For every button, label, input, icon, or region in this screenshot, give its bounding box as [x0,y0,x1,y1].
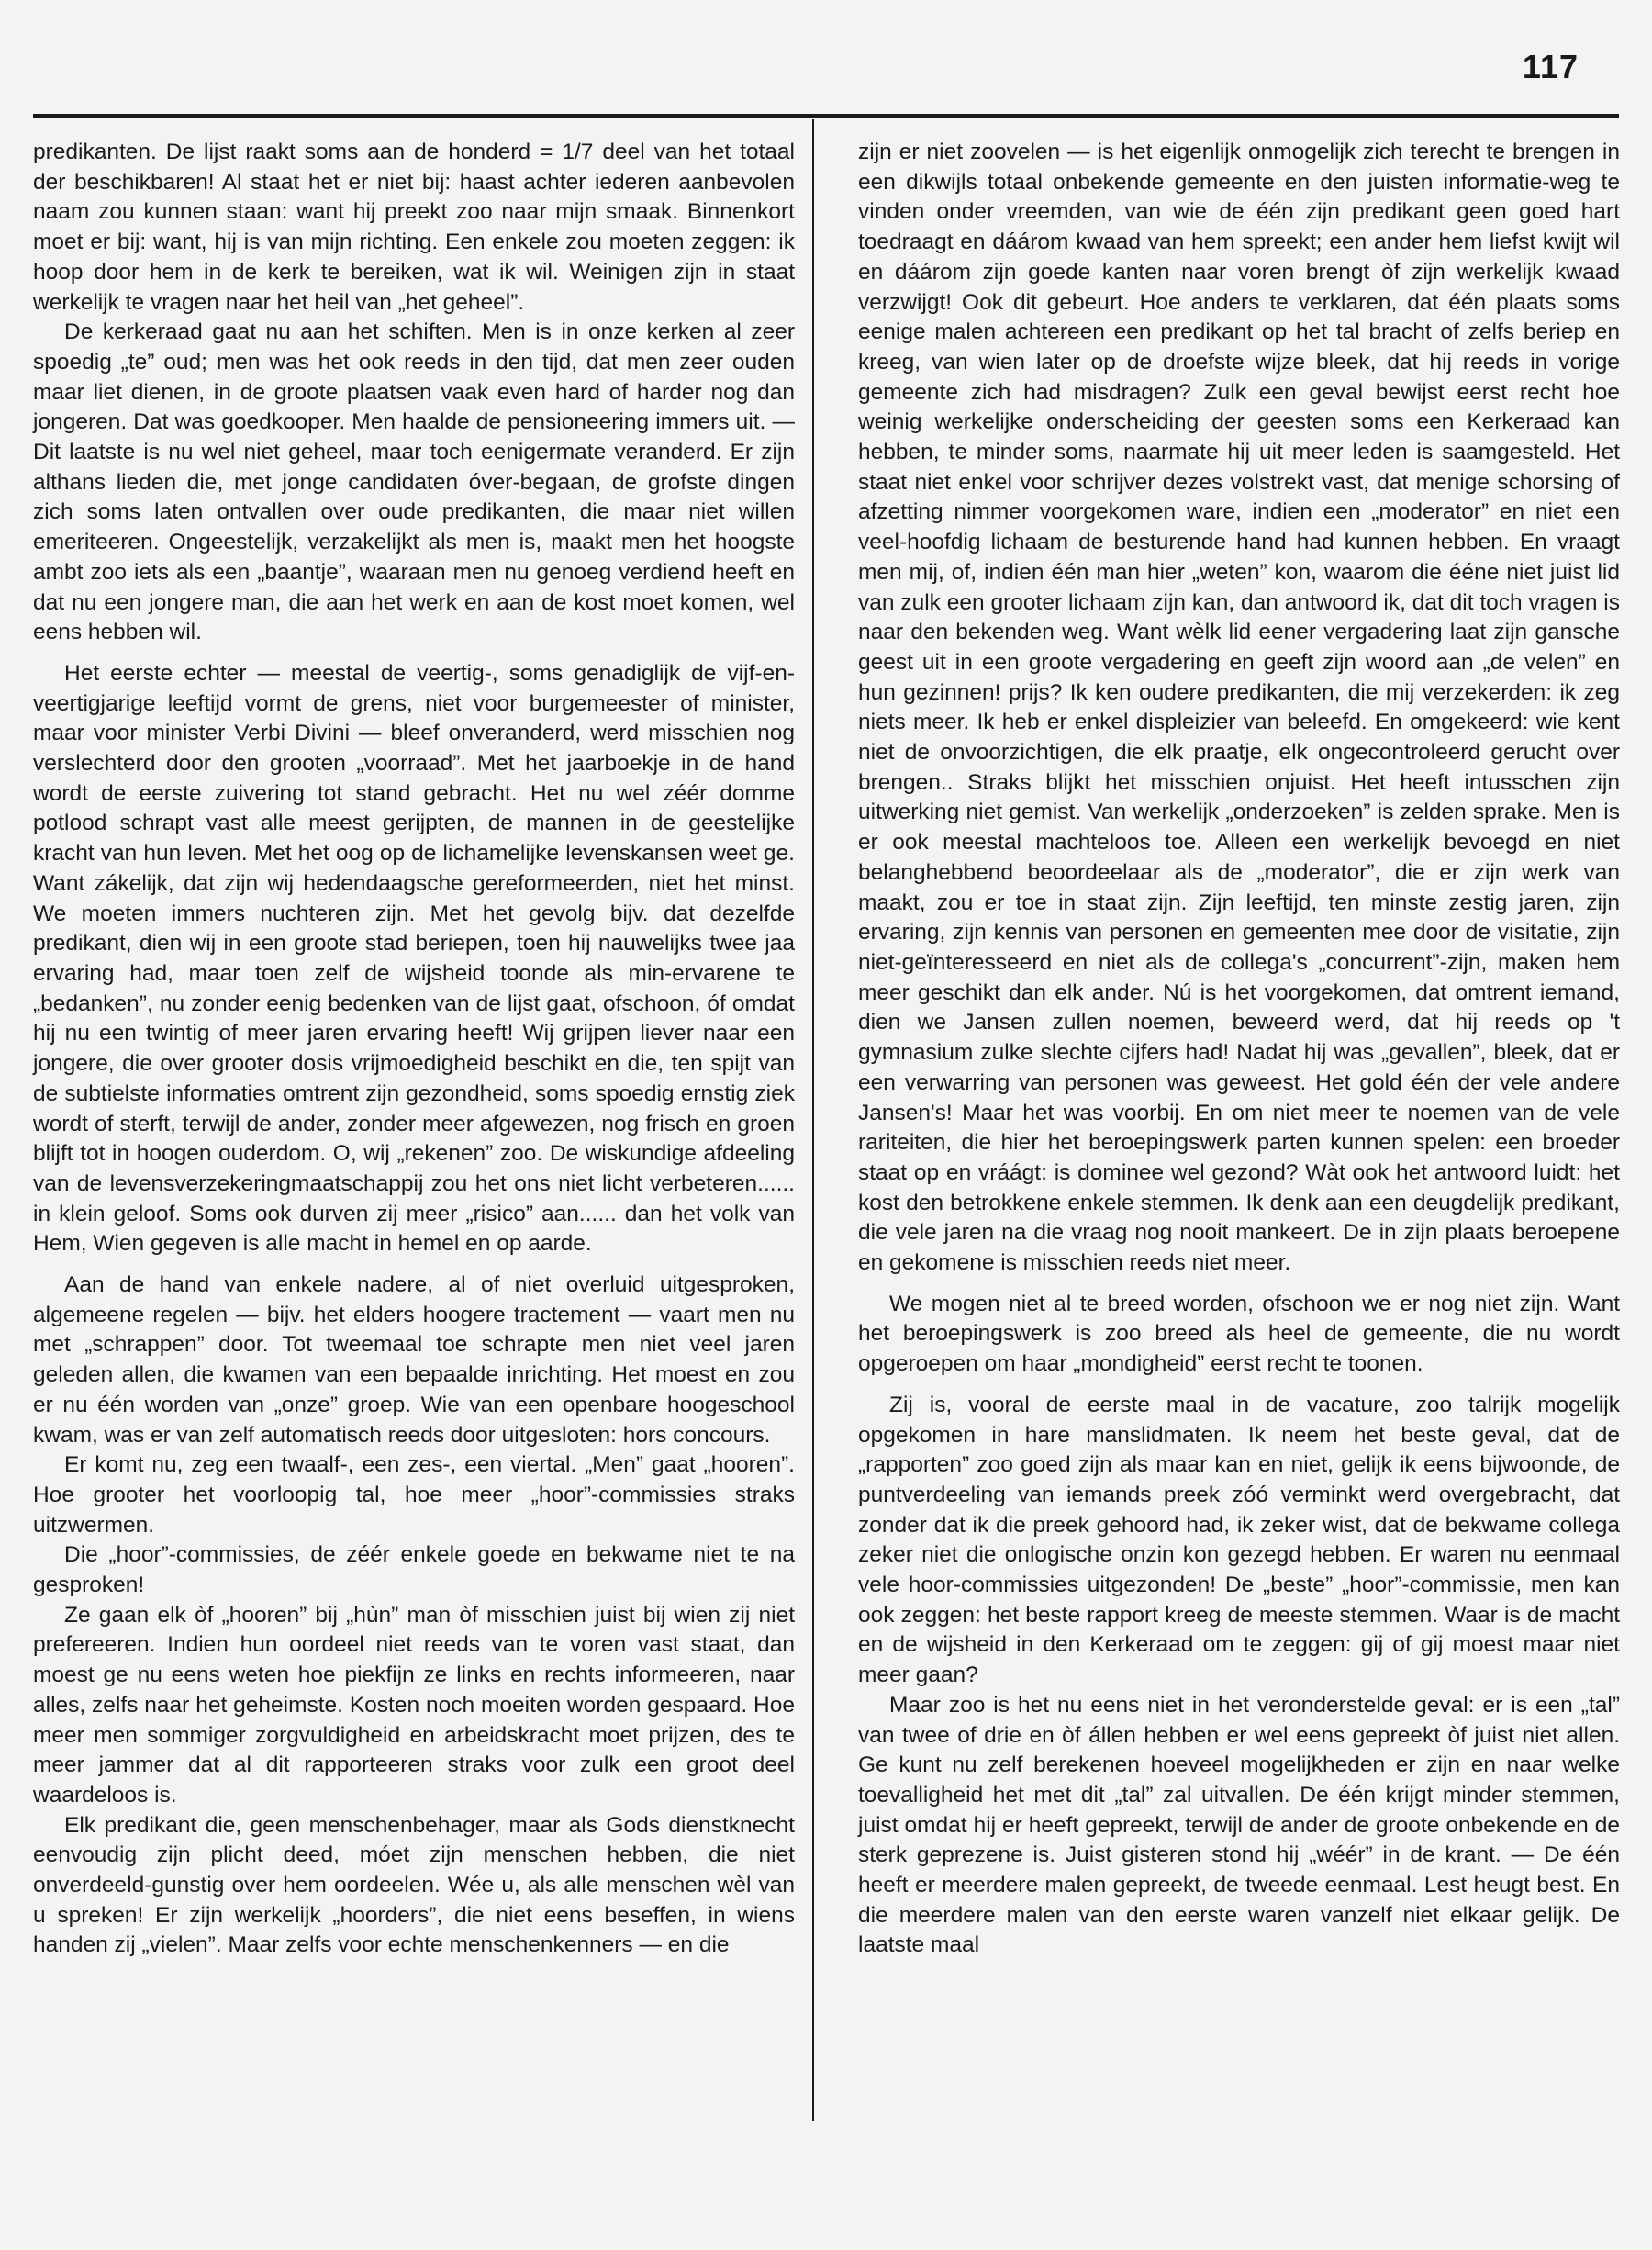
paragraph: Maar zoo is het nu eens niet in het veronderstelde geval: er is een „tal” van twee of drie en òf állen hebben er wel eens gepreekt òf juist niet allen. Ge kunt nu zelf berekenen hoeveel mogelijkheden er zijn en naar welke toevalligheid het met dit „tal” zal uitvallen. De één krijgt minder stemmen, juist omdat hij er heeft gepreekt, terwijl de ander de groote onbekende en de sterk geprezene is. Juist gisteren stond hij „wéér” in de krant. — De één heeft er meerdere malen gepreekt, de tweede eenmaal. Lest heugt best. En die meerdere malen van den eerste waren vanzelf niet elkaar gelijk. De laatste maal [858,1692,1620,1958]
paragraph: Het eerste echter — meestal de veertig-, soms genadiglijk de vijf-en-veertigjarige leeftijd vormt de grens, niet voor burgemeester of minister, maar voor minister Verbi Divini — bleef onveranderd, werd misschien nog verslechterd door den grooten „voorraad”. Met het jaarboekje in de hand wordt de eerste zuivering tot stand gebracht. Het nu wel zéér domme potlood schrapt vast alle meest gerijpten, de mannen in de geestelijke kracht van hun leven. Met het oog op de lichamelijke levenskansen weet ge. Want zákelijk, dat zijn wij hedendaagsche gereformeerden, niet het minst. We moeten immers nuchteren zijn. Met het gevolg bijv. dat dezelfde predikant, dien wij in een groote stad beriepen, toen hij nauwelijks twee jaa ervaring had, maar toen zelf de wijsheid toonde als min-ervarene te „bedanken”, nu zonder eenig bedenken van de lijst gaat, ofschoon, óf omdat hij nu een twintig of meer jaren ervaring heeft! Wij grijpen liever naar een jongere, die over grooter dosis vrijmoedigheid beschikt en die, ten spijt van de subtielste informaties omtrent zijn gezondheid, soms spoedig ernstig ziek wordt of sterft, terwijl de ander, zonder meer afgewezen, nog frisch en groen blijft tot in hoogen ouderdom. O, wij „rekenen” zoo. De wiskundige afdeeling van de levensverzekeringmaatschappij zou het ons niet licht verbeteren...... in klein geloof. Soms ook durven zij meer „risico” aan...... dan het volk van Hem, Wien gegeven is alle macht in hemel en op aarde. [33,660,795,1257]
paragraph: Zij is, vooral de eerste maal in de vacature, zoo talrijk mogelijk opgekomen in hare manslidmaten. Ik neem het beste geval, dat de „rapporten” zoo goed zijn als maar kan en niet, gelijk ik eens bijwoonde, de puntverdeeling van iemands preek zóó verminkt werd overgebracht, dat zonder dat ik die preek gehoord had, ik zeker wist, dat de bekwame collega zeker niet die onlogische onzin kon gezegd hebben. Er waren nu eenmaal vele hoor-commissies uitgezonden! De „beste” „hoor”-commissie, men kan ook zeggen: het beste rapport kreeg de meeste stemmen. Waar is de macht en de wijsheid in den Kerkeraad om te zeggen: gij of gij moest maar niet meer gaan? [858,1392,1620,1688]
header-rule [33,114,1619,118]
right-column [858,138,1620,1961]
page-number: 117 [1522,48,1579,85]
left-column [33,138,795,1961]
paragraph: Die „hoor”-commissies, de zéér enkele goede en bekwame niet te na gesproken! [33,1542,795,1598]
paragraph: Aan de hand van enkele nadere, al of niet overluid uitgesproken, algemeene regelen — bijv. het elders hoogere tractement — vaart men nu met „schrappen” door. Tot tweemaal toe schrapte men niet veel jaren geleden allen, die kwamen van een bepaalde inrichting. Het moest en zou er nu één worden van „onze” groep. Wie van een openbare hoogeschool kwam, was er van zelf automatisch reeds door uitgesloten: hors concours. [33,1272,795,1448]
paragraph: predikanten. De lijst raakt soms aan de honderd = 1/7 deel van het totaal der beschikbaren! Al staat het er niet bij: haast achter iederen aanbevolen naam zou kunnen staan: want hij preekt zoo naar mijn smaak. Binnenkort moet er bij: want, hij is van mijn richting. Een enkele zou moeten zeggen: ik hoop door hem in de kerk te bereiken, wat ik wil. Weinigen zijn in staat werkelijk te vragen naar het heil van „het geheel”. [33,140,795,315]
paragraph: Ze gaan elk òf „hooren” bij „hùn” man òf misschien juist bij wien zij niet prefereeren. Indien hun oordeel niet reeds van te voren vast staat, dan moest ge nu eens weten hoe piekfijn ze links en rechts informeeren, naar alles, zelfs naar het geheimste. Kosten noch moeiten worden gespaard. Hoe meer men sommiger zorgvuldigheid en arbeidskracht moet prijzen, des te meer jammer dat al dit rapporteeren straks voor zulk een groot deel waardeloos is. [33,1602,795,1808]
paragraph: zijn er niet zoovelen — is het eigenlijk onmogelijk zich terecht te brengen in een dikwijls totaal onbekende gemeente en den juisten informatie-weg te vinden onder vreemden, van wie de één zijn predikant geen goed hart toedraagt en dáárom kwaad van hem spreekt; een ander hem liefst kwijt wil en dáárom zijn goede kanten naar voren brengt òf zijn werkelijk kwaad verzwijgt! Ook dit gebeurt. Hoe anders te verklaren, dat één plaats soms eenige malen achtereen een predikant op het tal bracht of zelfs beriep en kreeg, van wien later op de droefste wijze bleek, dat hij reeds in vorige gemeente zich had misdragen? Zulk een geval bewijst eerst recht hoe weinig werkelijke onderscheiding der geesten soms een Kerkeraad kan hebben, te minder soms, naarmate hij uit meer leden is saamgesteld. Het staat niet enkel voor schrijver dezes volstrekt vast, dat menige schorsing of afzetting nimmer voorgekomen ware, indien een „moderator” en niet een veel-hoofdig lichaam de besturende hand had kunnen hebben. En vraagt men mij, of, indien één man hier „weten” kon, waarom die ééne niet juist lid van zulk een grooter lichaam zijn kan, dan antwoord ik, dat dit toch vragen is naar den bekenden weg. Want wèlk lid eener vergadering laat zijn gansche geest uit in een groote vergadering en geeft zijn woord aan „de velen” en hun gezinnen! prijs? Ik ken oudere predikanten, die mij verzekerden: ik zeg niets meer. Ik heb er enkel displeizier van beleefd. En omgekeerd: wie kent niet de onvoorzichtigen, die elk praatje, elk ongecontroleerd gerucht over brengen.. Straks blijkt het misschien onjuist. Het heeft intusschen zijn uitwerking niet gemist. Van werkelijk „onderzoeken” is zelden sprake. Men is er ook meestal machteloos toe. Alleen een werkelijk bevoegd en niet belanghebbend beoordeelaar als de „moderator”, die er zijn werk van maakt, zou er toe in staat zijn. Zijn leeftijd, ten minste zestig jaren, zijn ervaring, zijn kennis van personen en gemeenten mee door de visitatie, zijn niet-geïnteresseerd en niet als de collega's „concurrent”-zijn, maken hem meer geschikt dan elk ander. Nú is het voorgekomen, dat omtrent iemand, dien we Jansen zullen noemen, beweerd werd, dat hij reeds op 't gymnasium zulke slechte cijfers had! Nadat hij was „gevallen”, bleek, dat er een verwarring van personen was geweest. Het gold één der vele andere Jansen's! Maar het was voorbij. En om niet meer te noemen van de vele rariteiten, die hier het beroepingswerk parten kunnen spelen: een broeder staat op en vráágt: is dominee wel gezond? Wàt ook het antwoord luidt: het kost den betrokkene enkele stemmen. Ik denk aan een deugdelijk predikant, die vele jaren na die vraag nog nooit mankeert. De in zijn plaats beroepene en gekomene is misschien reeds niet meer. [858,140,1620,1276]
paragraph: Elk predikant die, geen menschenbehager, maar als Gods dienstknecht eenvoudig zijn plicht deed, móet zijn menschen hebben, die niet onverdeeld-gunstig over hem oordeelen. Wée u, als alle menschen wèl van u spreken! Er zijn werkelijk „hoorders”, die niet eens beseffen, in wiens handen zij „vielen”. Maar zelfs voor echte menschenkenners — en die [33,1812,795,1958]
column-divider [812,119,814,2121]
paragraph: We mogen niet al te breed worden, ofschoon we er nog niet zijn. Want het beroepingswerk is zoo breed als heel de gemeente, die nu wordt opgeroepen om haar „mondigheid” eerst recht te toonen. [858,1291,1620,1377]
paragraph: Er komt nu, zeg een twaalf-, een zes-, een viertal. „Men” gaat „hooren”. Hoe grooter het voorloopig tal, hoe meer „hoor”-commissies straks uitzwermen. [33,1452,795,1538]
paragraph: De kerkeraad gaat nu aan het schiften. Men is in onze kerken al zeer spoedig „te” oud; men was het ook reeds in den tijd, dat men zeer ouden maar liet dienen, in de groote plaatsen vaak even hard of harder nog dan jongeren. Dat was goedkooper. Men haalde de pensioneering immers uit. — Dit laatste is nu wel niet geheel, maar toch eenigermate veranderd. Er zijn althans lieden die, met jonge candidaten óver-begaan, de grofste dingen zich soms laten ontvallen over oude predikanten, die maar niet willen emeriteeren. Ongeestelijk, verzakelijkt als men is, maakt men het hoogste ambt zoo iets als een „baantje”, waaraan men nu genoeg verdiend heeft en dat nu een jongere man, die aan het werk en aan de kost moet komen, wel eens hebben wil. [33,319,795,645]
